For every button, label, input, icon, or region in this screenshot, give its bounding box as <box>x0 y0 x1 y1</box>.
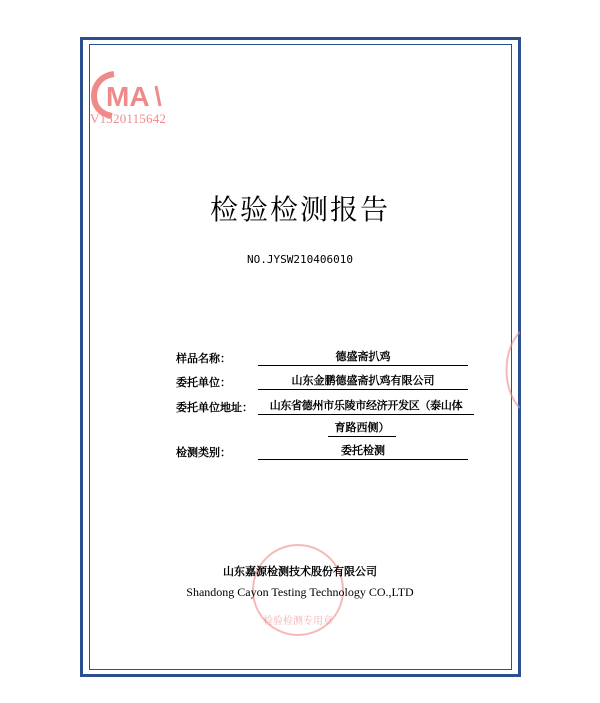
client-value: 山东金鹏德盛斋扒鸡有限公司 <box>258 374 468 390</box>
report-title: 检验检测报告 <box>209 193 390 226</box>
company-name-en: Shandong Cayon Testing Technology CO.,LTD <box>186 585 414 599</box>
client-label: 委托单位： <box>176 376 231 389</box>
client-address-label: 委托单位地址： <box>176 401 253 414</box>
report-number: NO.JYSW210406010 <box>247 253 353 266</box>
sample-name-value: 德盛斋扒鸡 <box>258 350 468 366</box>
test-category-value: 委托检测 <box>258 444 468 460</box>
svg-text:检验检测专用章: 检验检测专用章 <box>263 616 333 627</box>
cma-number: V1520115642 <box>90 111 167 126</box>
client-address-line2: 育路西侧） <box>328 421 396 437</box>
sample-name-label: 样品名称： <box>176 352 231 365</box>
edge-seal-icon <box>498 330 520 410</box>
client-address-line1: 山东省德州市乐陵市经济开发区（泰山体 <box>258 399 474 415</box>
svg-text:MA: MA <box>106 81 150 112</box>
company-name-cn: 山东嘉源检测技术股份有限公司 <box>223 565 377 578</box>
test-category-label: 检测类别： <box>176 446 231 459</box>
